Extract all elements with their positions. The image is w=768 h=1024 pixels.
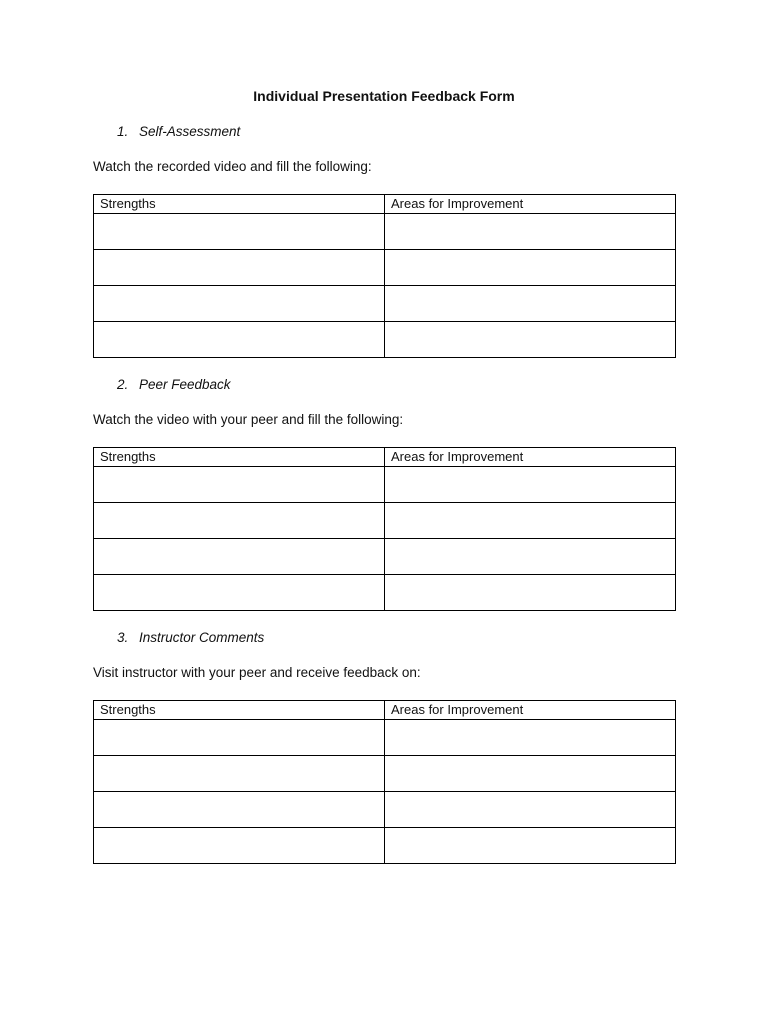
strengths-cell[interactable] [94, 720, 385, 756]
section-1-heading [117, 123, 240, 141]
strengths-cell[interactable] [94, 792, 385, 828]
improvement-cell[interactable] [385, 575, 676, 611]
areas-for-improvement-header: Areas for Improvement [385, 195, 676, 214]
table-row [94, 467, 676, 503]
table-row [94, 828, 676, 864]
section-1-title: Self-Assessment [139, 124, 241, 139]
strengths-cell[interactable] [94, 286, 385, 322]
section-1-instruction: Watch the recorded video and fill the following: [93, 159, 372, 174]
form-title: Individual Presentation Feedback Form [253, 88, 515, 104]
improvement-cell[interactable] [385, 503, 676, 539]
strengths-cell[interactable] [94, 214, 385, 250]
areas-for-improvement-header: Areas for Improvement [385, 701, 676, 720]
self-assessment-table [93, 194, 676, 358]
instructor-comments-table [93, 700, 676, 864]
table-header-row [94, 448, 676, 467]
table-row [94, 792, 676, 828]
strengths-cell[interactable] [94, 575, 385, 611]
table-row [94, 720, 676, 756]
section-2-number: 2. [117, 377, 129, 392]
table-row [94, 756, 676, 792]
section-1-number: 1. [117, 124, 129, 139]
table-row [94, 539, 676, 575]
areas-for-improvement-header: Areas for Improvement [385, 448, 676, 467]
improvement-cell[interactable] [385, 792, 676, 828]
table-header-row [94, 195, 676, 214]
strengths-cell[interactable] [94, 503, 385, 539]
strengths-cell[interactable] [94, 828, 385, 864]
strengths-cell[interactable] [94, 756, 385, 792]
strengths-header: Strengths [94, 195, 385, 214]
improvement-cell[interactable] [385, 214, 676, 250]
section-3-title: Instructor Comments [139, 630, 265, 645]
table-row [94, 503, 676, 539]
strengths-cell[interactable] [94, 467, 385, 503]
section-3-number: 3. [117, 630, 129, 645]
strengths-cell[interactable] [94, 539, 385, 575]
improvement-cell[interactable] [385, 467, 676, 503]
section-2-instruction: Watch the video with your peer and fill the following: [93, 412, 404, 427]
peer-feedback-table [93, 447, 676, 611]
strengths-cell[interactable] [94, 322, 385, 358]
improvement-cell[interactable] [385, 250, 676, 286]
table-row [94, 575, 676, 611]
table-row [94, 250, 676, 286]
section-3-instruction: Visit instructor with your peer and receive feedback on: [93, 665, 421, 680]
improvement-cell[interactable] [385, 539, 676, 575]
section-3-heading [117, 629, 264, 647]
table-row [94, 286, 676, 322]
table-row [94, 322, 676, 358]
strengths-cell[interactable] [94, 250, 385, 286]
table-row [94, 214, 676, 250]
improvement-cell[interactable] [385, 322, 676, 358]
improvement-cell[interactable] [385, 286, 676, 322]
section-2-title: Peer Feedback [139, 377, 231, 392]
strengths-header: Strengths [94, 448, 385, 467]
improvement-cell[interactable] [385, 828, 676, 864]
strengths-header: Strengths [94, 701, 385, 720]
improvement-cell[interactable] [385, 720, 676, 756]
improvement-cell[interactable] [385, 756, 676, 792]
table-header-row [94, 701, 676, 720]
section-2-heading [117, 376, 231, 394]
